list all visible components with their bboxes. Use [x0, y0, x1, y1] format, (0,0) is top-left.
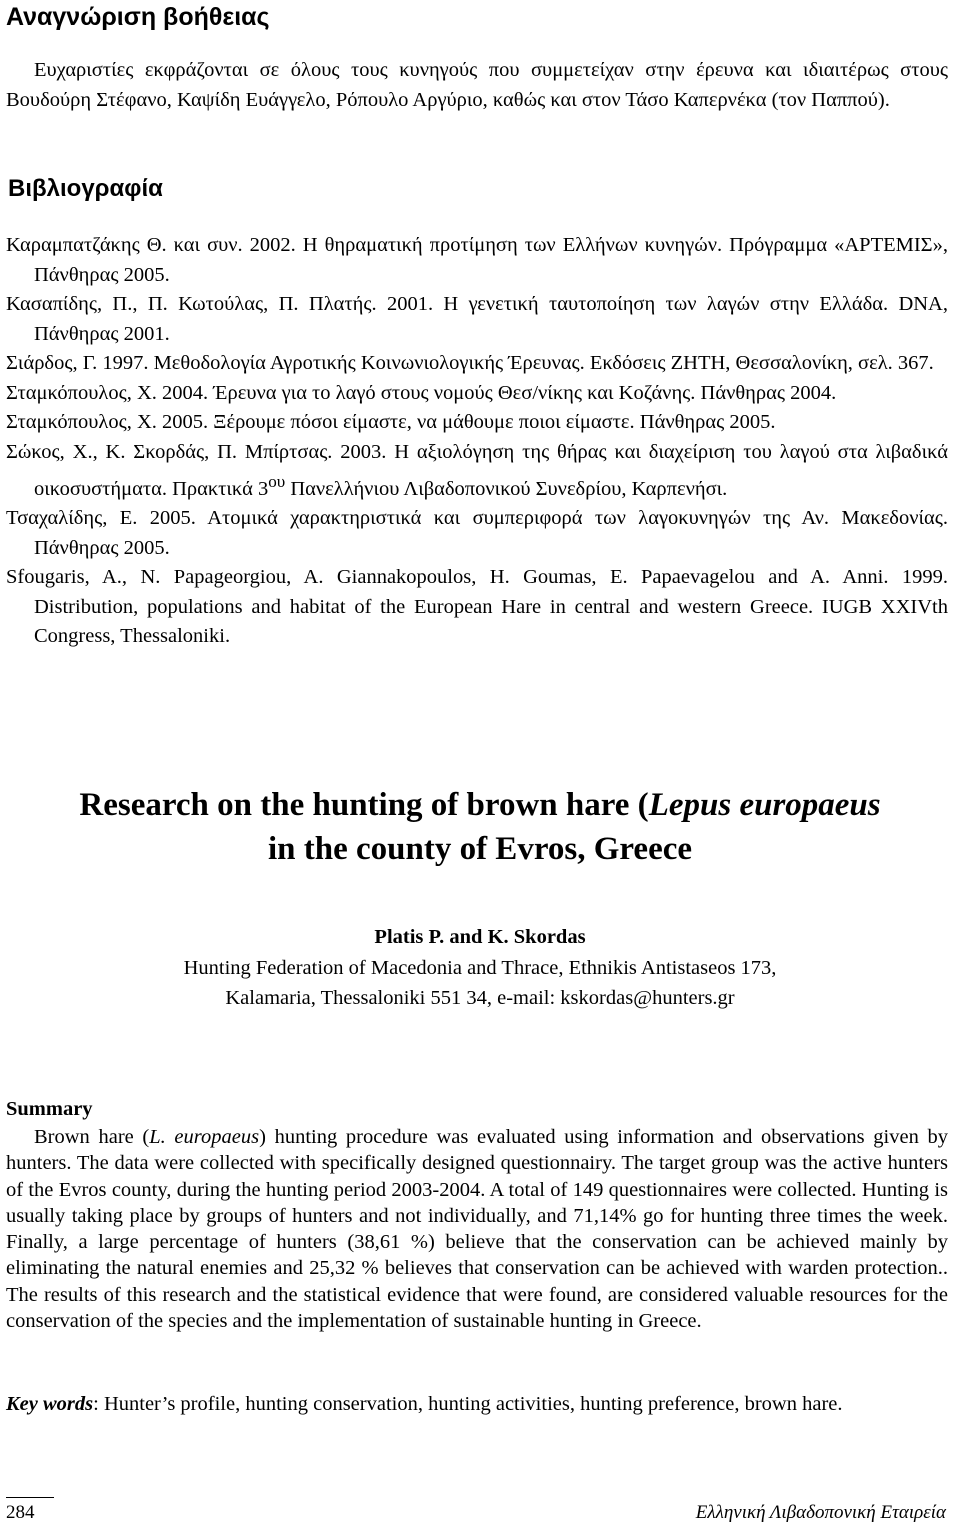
article-title — [0, 783, 960, 871]
affiliation-line: Hunting Federation of Macedonia and Thrace, Ethnikis Antistaseos 173, — [183, 957, 777, 979]
reference-text: Σώκος, Χ., Κ. Σκορδάς, Π. Μπίρτσας. 2003. Η αξιολόγηση της θήρας και διαχείριση του λαγού στα λιβαδικά οικοσυστήματα. Πρακτικά 3 — [6, 440, 948, 500]
acknowledgements-heading: Αναγνώριση βοήθειας — [6, 3, 270, 31]
summary-text — [6, 1124, 948, 1334]
reference-item: Καραμπατζάκης Θ. και συν. 2002. Η θηραματική προτίμηση των Ελλήνων κυνηγών. Πρόγραμμα «ΑΡΤΕΜΙΣ», Πάνθηρας 2005. — [6, 234, 948, 286]
article-authors: Platis P. and K. Skordas — [374, 926, 586, 948]
reference-item: Κασαπίδης, Π., Π. Κωτούλας, Π. Πλατής. 2001. Η γενετική ταυτοποίηση των λαγών στην Ελλάδα. DNA, Πάνθηρας 2001. — [6, 293, 948, 345]
reference-superscript: ου — [268, 472, 286, 491]
reference-item: Sfougaris, A., N. Papageorgiou, A. Giannakopoulos, H. Goumas, E. Papaevagelou and A. Anni. 1999. Distribution, populations and habitat of the European Hare in central and western Greece. IUGB XXIVth Congress, Thessaloniki. — [6, 566, 948, 648]
title-text: in the county of Evros, Greece — [267, 831, 693, 867]
reference-item: Τσαχαλίδης, Ε. 2005. Ατομικά χαρακτηριστικά και συμπεριφορά των λαγοκυνηγών της Αν. Μακεδονίας. Πάνθηρας 2005. — [6, 507, 948, 559]
reference-item: Σιάρδος, Γ. 1997. Μεθοδολογία Αγροτικής Κοινωνιολογικής Έρευνας. Εκδόσεις ΖΗΤΗ, Θεσσαλονίκη, σελ. 367. — [6, 352, 934, 374]
acknowledgements-text: Ευχαριστίες εκφράζονται σε όλους τους κυνηγούς που συμμετείχαν στην έρευνα και ιδιαιτέρως στους Βουδούρη Στέφανο, Καψίδη Ευάγγελο, Ρόπουλο Αργύριο, καθώς και στον Τάσο Καπερνέκα (τον Παππού). — [6, 59, 948, 111]
bibliography-heading: Βιβλιογραφία — [8, 175, 163, 202]
keywords-label: Key words — [6, 1393, 94, 1415]
summary-heading: Summary — [6, 1098, 93, 1120]
keywords-text: : Hunter’s profile, hunting conservation, hunting activities, hunting preference, brown hare. — [93, 1393, 843, 1415]
title-species: Lepus europaeus — [648, 787, 881, 823]
summary-species: L. europaeus — [149, 1126, 260, 1148]
title-text: Research on the hunting of brown hare ( — [79, 787, 649, 823]
reference-item: Σταμκόπουλος, Χ. 2004. Έρευνα για το λαγό στους νομούς Θεσ/νίκης και Κοζάνης. Πάνθηρας 2004. — [6, 381, 837, 404]
reference-list — [6, 231, 948, 652]
summary-part: Brown hare ( — [34, 1126, 150, 1148]
footer-organization: Ελληνική Λιβαδοπονική Εταιρεία — [695, 1502, 946, 1523]
affiliation-line: Kalamaria, Thessaloniki 551 34, e-mail: kskordas@hunters.gr — [225, 986, 735, 1009]
reference-text: Πανελλήνιου Λιβαδοπονικού Συνεδρίου, Καρπενήσι. — [285, 477, 728, 500]
keywords — [6, 1390, 948, 1420]
summary-part: ) hunting procedure was evaluated using information and observations given by hunters. The data were collected with specifically designed questionnairy. The target group was the active hunters of the Evros county, during the hunting period 2003-2004. A total of 149 questionnaires were collected. Hunting is usually taking place by groups of hunters and not individually, and 71,14% go for hunting three times the week. Finally, a large percentage of hunters (38,61 %) believe that the conservation can be achieved mainly by eliminating the natural enemies and 25,32 % believes that conservation can be achieved with warden protection.. The results of this research and the statistical evidence that were found, are considered valuable resources for the conservation of the species and the implementation of sustainable hunting in Greece. — [6, 1126, 949, 1333]
reference-item: Σταμκόπουλος, Χ. 2005. Ξέρουμε πόσοι είμαστε, να μάθουμε ποιοι είμαστε. Πάνθηρας 2005. — [6, 411, 776, 433]
footer-rule — [6, 1497, 54, 1498]
article-affiliation — [0, 954, 960, 1013]
page-number: 284 — [6, 1502, 35, 1523]
reference-item — [6, 438, 948, 505]
